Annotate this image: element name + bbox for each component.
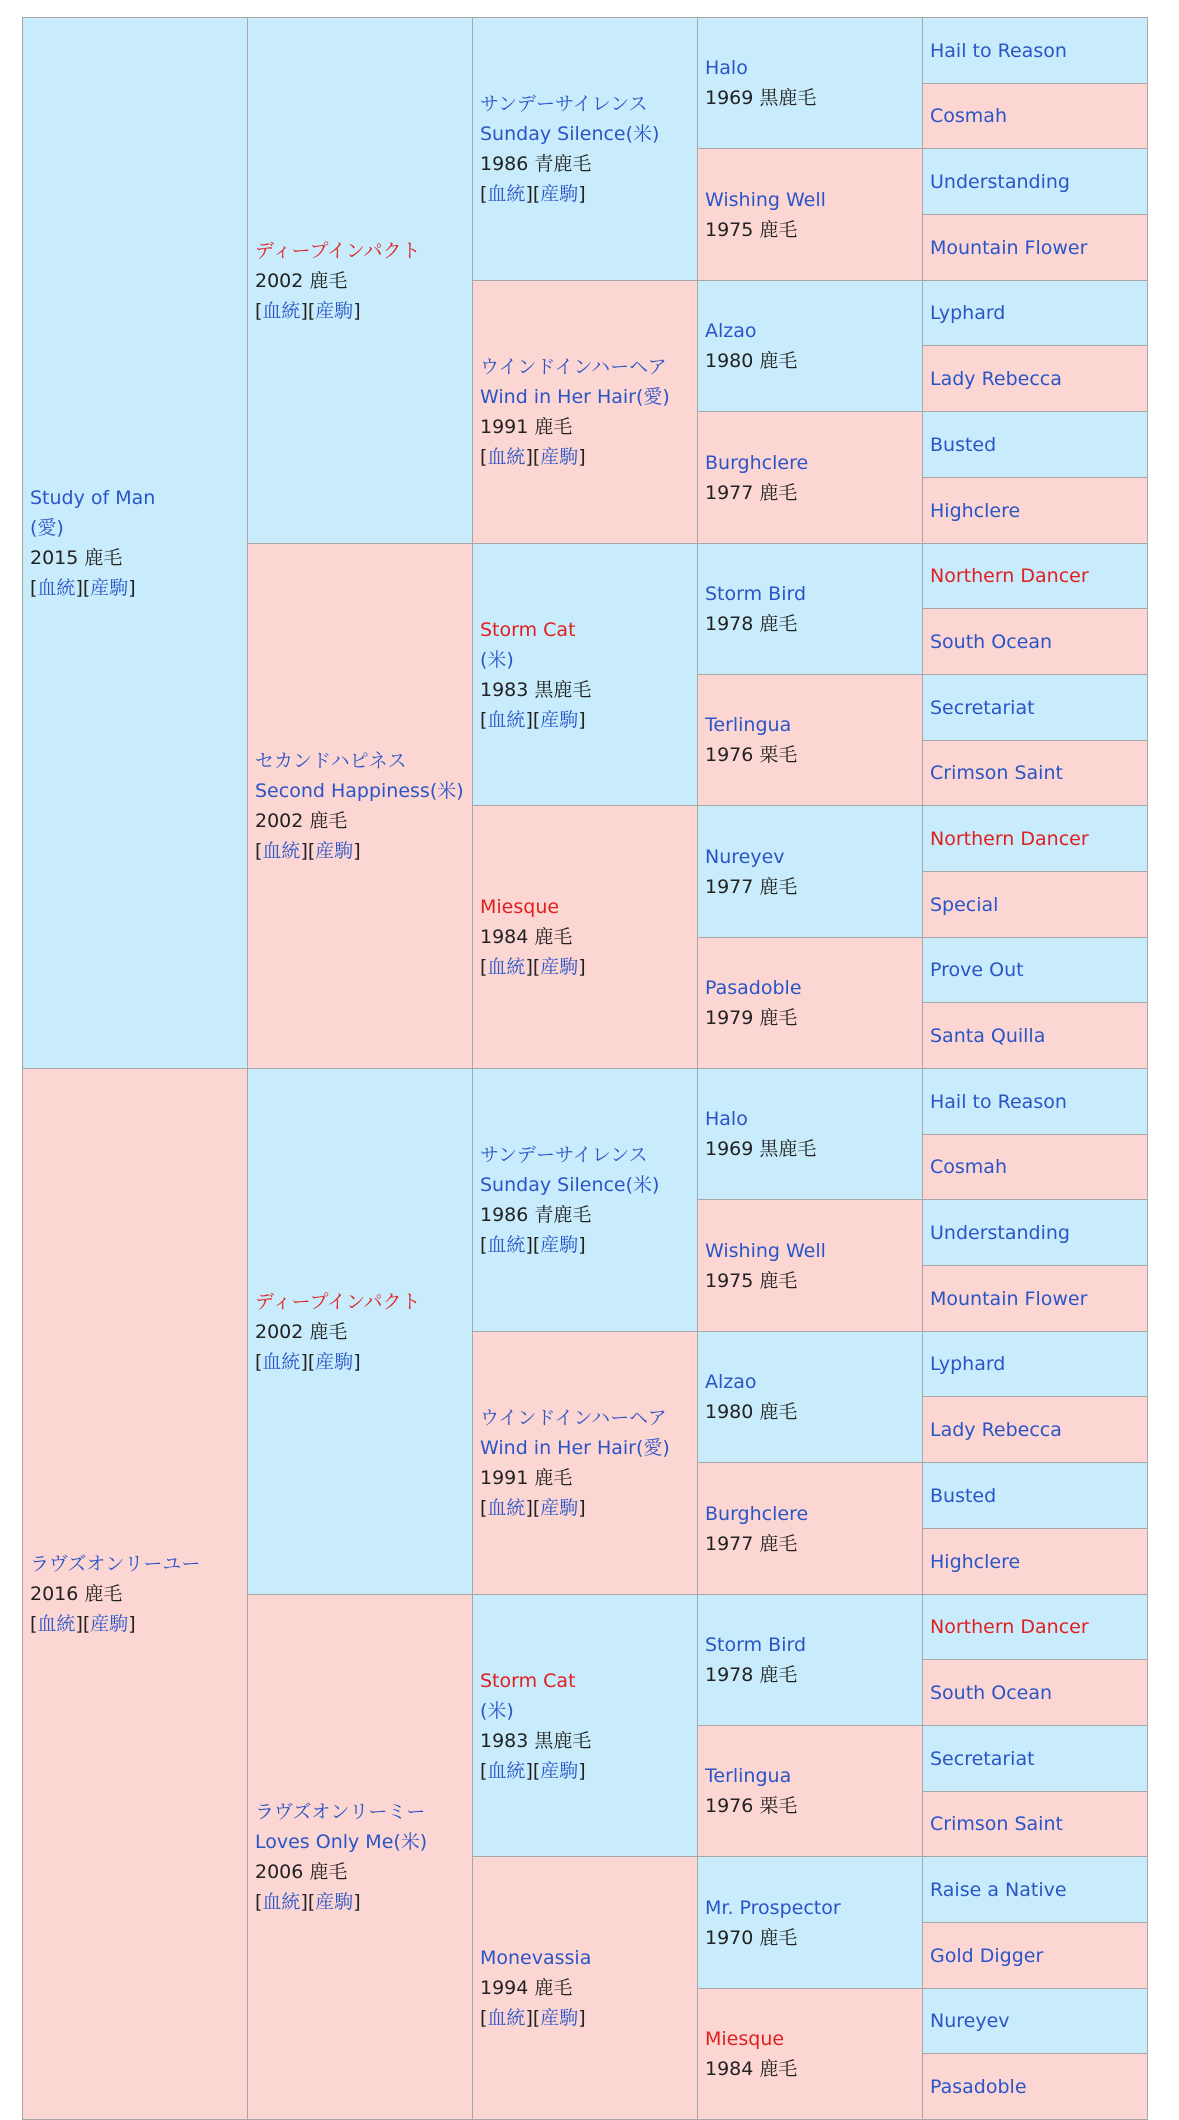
birth-year-coat: 2016 鹿毛 [30, 1583, 123, 1605]
birth-year-coat: 1979 鹿毛 [705, 1007, 798, 1029]
progeny-link[interactable]: 産駒 [540, 1234, 579, 1256]
horse-name-link[interactable]: Miesque [480, 896, 560, 918]
horse-name-alt-link[interactable]: (愛) [30, 517, 64, 539]
birth-year-coat: 1977 鹿毛 [705, 481, 798, 504]
horse-name-alt-link[interactable]: Sunday Silence(米) [480, 123, 660, 145]
progeny-link[interactable]: 産駒 [90, 577, 129, 599]
horse-name-alt-link[interactable]: (米) [480, 648, 514, 671]
pedigree-cell-gen5 [922, 1791, 1148, 1857]
pedigree-cell-gen4 [697, 1331, 923, 1463]
horse-name-link[interactable]: Mountain Flower [930, 1287, 1088, 1310]
pedigree-cell-gen2 [247, 543, 473, 1069]
horse-name-link[interactable]: Santa Quilla [930, 1024, 1046, 1047]
pedigree-cell-gen4 [697, 17, 923, 149]
reference-links: [血統][産駒] [480, 1234, 586, 1256]
birth-year-coat: 1978 鹿毛 [705, 1664, 798, 1686]
pedigree-cell-gen4 [697, 937, 923, 1069]
horse-name-alt-link[interactable]: Wind in Her Hair(愛) [480, 386, 670, 408]
pedigree-cell-gen4 [697, 1199, 923, 1332]
horse-name-link[interactable]: Mr. Prospector [705, 1896, 841, 1919]
pedigree-link[interactable]: 血統 [487, 446, 526, 468]
pedigree-cell-gen5 [922, 1265, 1148, 1332]
horse-name-alt-link[interactable]: Wind in Her Hair(愛) [480, 1437, 670, 1459]
horse-name-link[interactable]: Burghclere [705, 1502, 809, 1525]
birth-year-coat: 1983 黒鹿毛 [480, 678, 592, 701]
reference-links: [血統][産駒] [30, 1613, 136, 1635]
pedigree-cell-gen5 [922, 1856, 1148, 1923]
progeny-link[interactable]: 産駒 [315, 299, 354, 322]
birth-year-coat: 1980 鹿毛 [705, 1401, 798, 1423]
pedigree-cell-gen5 [922, 740, 1148, 806]
horse-name-link[interactable]: Raise a Native [930, 1878, 1067, 1901]
pedigree-link[interactable]: 血統 [487, 1234, 526, 1256]
horse-name-link[interactable]: ディープインパクト [255, 1290, 421, 1313]
progeny-link[interactable]: 産駒 [90, 1613, 129, 1635]
pedigree-cell-gen5 [922, 17, 1148, 84]
birth-year-coat: 1977 鹿毛 [705, 1532, 798, 1555]
progeny-link[interactable]: 産駒 [315, 840, 354, 862]
reference-links: [血統][産駒] [480, 2007, 586, 2029]
horse-name-link[interactable]: Understanding [930, 1221, 1070, 1244]
birth-year-coat: 2002 鹿毛 [255, 269, 348, 292]
horse-name-link[interactable]: ラヴズオンリーミー [255, 1801, 426, 1823]
pedigree-cell-gen5 [922, 411, 1148, 478]
reference-links: [血統][産駒] [480, 183, 586, 205]
pedigree-link[interactable]: 血統 [37, 577, 76, 599]
reference-links: [血統][産駒] [480, 1759, 586, 1782]
birth-year-coat: 1980 鹿毛 [705, 350, 798, 372]
horse-name-link[interactable]: Storm Bird [705, 583, 807, 605]
reference-links: [血統][産駒] [30, 577, 136, 599]
birth-year-coat: 1977 鹿毛 [705, 875, 798, 898]
horse-name-link[interactable]: Pasadoble [930, 2075, 1027, 2098]
pedigree-link[interactable]: 血統 [487, 956, 526, 978]
horse-name-link[interactable]: Highclere [930, 1550, 1021, 1573]
pedigree-cell-gen5 [922, 674, 1148, 741]
horse-name-link[interactable]: Alzao [705, 1371, 757, 1393]
pedigree-link[interactable]: 血統 [487, 183, 526, 205]
birth-year-coat: 2015 鹿毛 [30, 547, 123, 569]
pedigree-cell-gen3 [472, 1856, 698, 2120]
pedigree-cell-gen2 [247, 17, 473, 544]
horse-name-link[interactable]: Burghclere [705, 451, 809, 474]
horse-name-link[interactable]: Storm Bird [705, 1634, 807, 1656]
pedigree-cell-gen4 [697, 1462, 923, 1595]
horse-name-link[interactable]: Secretariat [930, 1747, 1035, 1770]
horse-name-alt-link[interactable]: Loves Only Me(米) [255, 1831, 428, 1853]
reference-links: [血統][産駒] [255, 1350, 361, 1373]
pedigree-cell-gen5 [922, 805, 1148, 872]
pedigree-cell-gen4 [697, 148, 923, 281]
horse-name-link[interactable]: Northern Dancer [930, 565, 1089, 587]
pedigree-cell-gen5 [922, 543, 1148, 609]
horse-name-link[interactable]: Special [930, 893, 999, 916]
horse-name-link[interactable]: Hail to Reason [930, 1090, 1067, 1113]
horse-name-link[interactable]: Secretariat [930, 696, 1035, 719]
horse-name-link[interactable]: Wishing Well [705, 188, 826, 211]
pedigree-cell-gen5 [922, 477, 1148, 544]
horse-name-link[interactable]: Terlingua [705, 714, 792, 736]
horse-name-link[interactable]: Halo [705, 57, 748, 79]
horse-name-link[interactable]: Gold Digger [930, 1944, 1044, 1967]
pedigree-cell-gen4 [697, 1988, 923, 2120]
pedigree-cell-gen4 [697, 1856, 923, 1989]
pedigree-cell-gen4 [697, 805, 923, 938]
horse-name-link[interactable]: Alzao [705, 320, 757, 342]
horse-name-link[interactable]: Terlingua [705, 1765, 792, 1787]
horse-name-link[interactable]: Lady Rebecca [930, 367, 1062, 390]
birth-year-coat: 1984 鹿毛 [705, 2058, 798, 2080]
pedigree-cell-gen4 [697, 543, 923, 675]
pedigree-link[interactable]: 血統 [487, 1759, 526, 1782]
pedigree-cell-gen4 [697, 674, 923, 806]
pedigree-cell-gen5 [922, 1725, 1148, 1792]
horse-name-link[interactable]: Crimson Saint [930, 762, 1063, 784]
horse-name-link[interactable]: Mountain Flower [930, 236, 1088, 259]
pedigree-cell-gen5 [922, 1922, 1148, 1989]
pedigree-link[interactable]: 血統 [262, 840, 301, 862]
pedigree-link[interactable]: 血統 [262, 1891, 301, 1913]
pedigree-link[interactable]: 血統 [262, 299, 301, 322]
birth-year-coat: 1983 黒鹿毛 [480, 1729, 592, 1752]
horse-name-link[interactable]: Cosmah [930, 105, 1007, 127]
birth-year-coat: 2002 鹿毛 [255, 1320, 348, 1343]
pedigree-cell-gen5 [922, 1988, 1148, 2054]
horse-name-alt-link[interactable]: Second Happiness(米) [255, 780, 464, 802]
horse-name-link[interactable]: Monevassia [480, 1947, 592, 1969]
reference-links: [血統][産駒] [255, 299, 361, 322]
horse-name-link[interactable]: Wishing Well [705, 1239, 826, 1262]
birth-year-coat: 1976 栗毛 [705, 1795, 798, 1817]
birth-year-coat: 1994 鹿毛 [480, 1977, 573, 1999]
pedigree-cell-gen5 [922, 1002, 1148, 1069]
birth-year-coat: 1976 栗毛 [705, 744, 798, 766]
pedigree-cell-gen5 [922, 345, 1148, 412]
horse-name-link[interactable]: Study of Man [30, 487, 156, 509]
horse-name-link[interactable]: Lyphard [930, 1353, 1006, 1375]
horse-name-link[interactable]: Understanding [930, 170, 1070, 193]
horse-name-link[interactable]: Pasadoble [705, 977, 802, 999]
horse-name-link[interactable]: Nureyev [930, 2010, 1010, 2032]
pedigree-cell-gen5 [922, 1462, 1148, 1529]
reference-links: [血統][産駒] [480, 1497, 586, 1519]
birth-year-coat: 2002 鹿毛 [255, 810, 348, 832]
pedigree-cell-gen5 [922, 1396, 1148, 1463]
pedigree-cell-gen5 [922, 937, 1148, 1003]
birth-year-coat: 1969 黒鹿毛 [705, 87, 817, 109]
reference-links: [血統][産駒] [255, 840, 361, 862]
progeny-link[interactable]: 産駒 [315, 1350, 354, 1373]
pedigree-cell-gen4 [697, 1594, 923, 1726]
progeny-link[interactable]: 産駒 [540, 956, 579, 978]
pedigree-cell-gen5 [922, 871, 1148, 938]
pedigree-cell-gen1 [22, 1068, 248, 2120]
pedigree-cell-gen4 [697, 1068, 923, 1200]
horse-name-link[interactable]: Storm Cat [480, 1669, 576, 1692]
progeny-link[interactable]: 産駒 [540, 446, 579, 468]
horse-name-link[interactable]: Busted [930, 1484, 997, 1507]
birth-year-coat: 1975 鹿毛 [705, 1269, 798, 1292]
pedigree-cell-gen3 [472, 805, 698, 1069]
birth-year-coat: 1975 鹿毛 [705, 218, 798, 241]
horse-name-link[interactable]: Northern Dancer [930, 827, 1089, 850]
horse-name-link[interactable]: Busted [930, 433, 997, 456]
horse-name-link[interactable]: Hail to Reason [930, 39, 1067, 62]
progeny-link[interactable]: 産駒 [540, 708, 579, 731]
horse-name-link[interactable]: Nureyev [705, 845, 785, 868]
horse-name-link[interactable]: セカンドハピネス [255, 750, 407, 772]
pedigree-cell-gen5 [922, 2053, 1148, 2120]
pedigree-cell-gen3 [472, 1594, 698, 1857]
pedigree-cell-gen4 [697, 411, 923, 544]
horse-name-link[interactable]: サンデーサイレンス [480, 1144, 648, 1166]
horse-name-link[interactable]: Crimson Saint [930, 1813, 1063, 1835]
pedigree-cell-gen5 [922, 1528, 1148, 1595]
pedigree-cell-gen5 [922, 1199, 1148, 1266]
pedigree-cell-gen5 [922, 280, 1148, 346]
pedigree-cell-gen5 [922, 1659, 1148, 1726]
pedigree-cell-gen4 [697, 1725, 923, 1857]
horse-name-link[interactable]: ウインドインハーヘア [480, 356, 667, 378]
birth-year-coat: 1991 鹿毛 [480, 1467, 573, 1489]
horse-name-link[interactable]: South Ocean [930, 1681, 1053, 1704]
birth-year-coat: 1970 鹿毛 [705, 1926, 798, 1949]
horse-name-alt-link[interactable]: Sunday Silence(米) [480, 1174, 660, 1196]
progeny-link[interactable]: 産駒 [540, 183, 579, 205]
pedigree-link[interactable]: 血統 [487, 2007, 526, 2029]
progeny-link[interactable]: 産駒 [540, 1759, 579, 1782]
horse-name-link[interactable]: Highclere [930, 499, 1021, 522]
birth-year-coat: 1986 青鹿毛 [480, 153, 592, 175]
pedigree-cell-gen5 [922, 1331, 1148, 1397]
progeny-link[interactable]: 産駒 [315, 1891, 354, 1913]
horse-name-link[interactable]: ディープインパクト [255, 239, 421, 262]
pedigree-cell-gen5 [922, 1068, 1148, 1135]
pedigree-cell-gen1 [22, 17, 248, 1069]
horse-name-link[interactable]: サンデーサイレンス [480, 93, 648, 115]
horse-name-link[interactable]: Prove Out [930, 959, 1024, 981]
horse-name-link[interactable]: ラヴズオンリーユー [30, 1553, 201, 1575]
pedigree-cell-gen3 [472, 1331, 698, 1595]
pedigree-cell-gen2 [247, 1068, 473, 1595]
pedigree-link[interactable]: 血統 [487, 1497, 526, 1519]
pedigree-cell-gen5 [922, 1134, 1148, 1200]
progeny-link[interactable]: 産駒 [540, 2007, 579, 2029]
birth-year-coat: 1984 鹿毛 [480, 926, 573, 948]
birth-year-coat: 1969 黒鹿毛 [705, 1138, 817, 1160]
pedigree-cell-gen5 [922, 1594, 1148, 1660]
birth-year-coat: 1978 鹿毛 [705, 613, 798, 635]
horse-name-link[interactable]: Halo [705, 1108, 748, 1130]
pedigree-cell-gen3 [472, 1068, 698, 1332]
horse-name-link[interactable]: Lyphard [930, 302, 1006, 324]
pedigree-cell-gen3 [472, 543, 698, 806]
horse-name-link[interactable]: South Ocean [930, 630, 1053, 653]
pedigree-link[interactable]: 血統 [37, 1613, 76, 1635]
horse-name-link[interactable]: Lady Rebecca [930, 1418, 1062, 1441]
pedigree-cell-gen3 [472, 17, 698, 281]
horse-name-link[interactable]: ウインドインハーヘア [480, 1407, 667, 1429]
birth-year-coat: 2006 鹿毛 [255, 1861, 348, 1883]
pedigree-cell-gen5 [922, 608, 1148, 675]
horse-name-link[interactable]: Cosmah [930, 1156, 1007, 1178]
pedigree-link[interactable]: 血統 [262, 1350, 301, 1373]
pedigree-cell-gen5 [922, 214, 1148, 281]
pedigree-link[interactable]: 血統 [487, 708, 526, 731]
birth-year-coat: 1991 鹿毛 [480, 416, 573, 438]
reference-links: [血統][産駒] [480, 446, 586, 468]
horse-name-link[interactable]: Miesque [705, 2028, 785, 2050]
horse-name-alt-link[interactable]: (米) [480, 1699, 514, 1722]
horse-name-link[interactable]: Storm Cat [480, 618, 576, 641]
pedigree-cell-gen5 [922, 148, 1148, 215]
reference-links: [血統][産駒] [480, 956, 586, 978]
pedigree-cell-gen4 [697, 280, 923, 412]
horse-name-link[interactable]: Northern Dancer [930, 1616, 1089, 1638]
birth-year-coat: 1986 青鹿毛 [480, 1204, 592, 1226]
progeny-link[interactable]: 産駒 [540, 1497, 579, 1519]
pedigree-cell-gen5 [922, 83, 1148, 149]
reference-links: [血統][産駒] [255, 1891, 361, 1913]
reference-links: [血統][産駒] [480, 708, 586, 731]
pedigree-cell-gen2 [247, 1594, 473, 2120]
pedigree-cell-gen3 [472, 280, 698, 544]
